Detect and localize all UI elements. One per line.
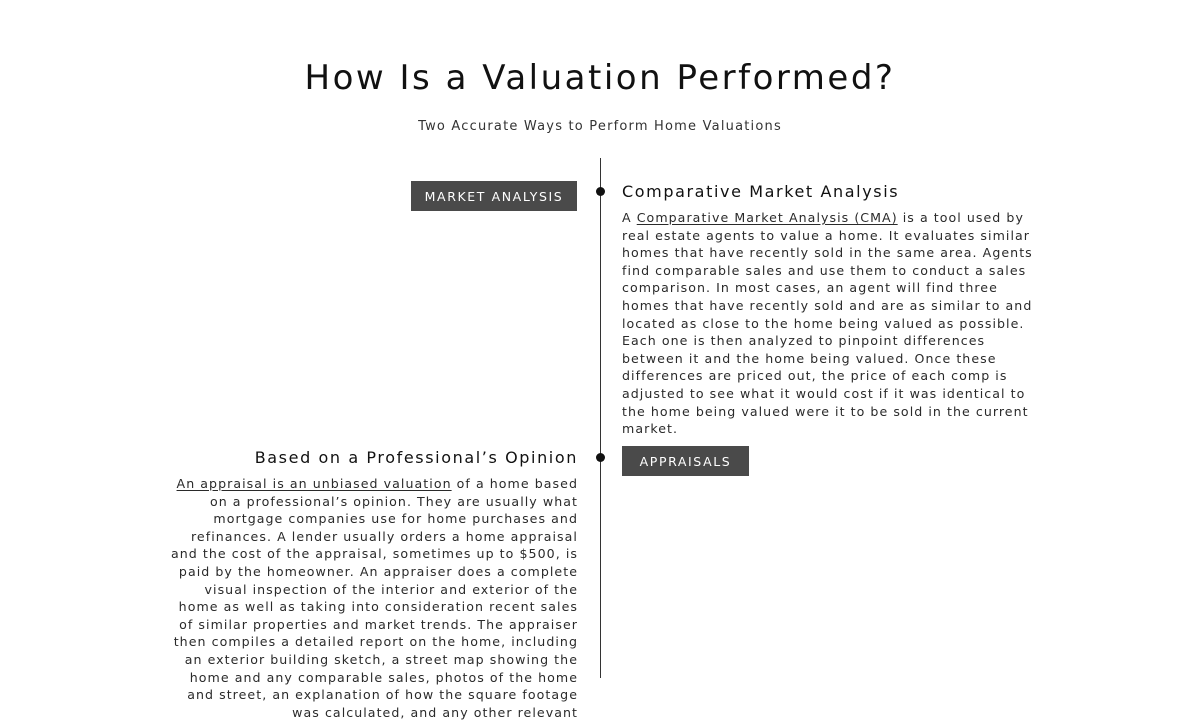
page-subtitle: Two Accurate Ways to Perform Home Valuations: [418, 119, 782, 134]
market-analysis-tag-label: MARKET ANALYSIS: [424, 188, 564, 204]
market-analysis-tag[interactable]: [411, 181, 577, 211]
appraisal-body: [160, 475, 578, 721]
market-body-text: is a tool used by real estate agents to value a home. It evaluates similar homes that have recently sold in the same area. Agents find comparable sales and use them to conduct a sales comparison. In most cases, an agent will find three homes that have recently sold and are as similar to and located as close to the home being valued as possible. Each one is then analyzed to pinpoint differences between it and the home being valued. Once these differences are priced out, the price of each comp is adjusted to see what it would cost if it was identical to the home being valued were it to be sold in the current market.: [622, 210, 1033, 437]
appraisal-body-text: of a home based on a professional’s opinion. They are usually what mortgage companies use for home purchases and refinances. A lender usually orders a home appraisal and the cost of the appraisal, sometimes up to $500, is paid by the homeowner. An appraiser does a complete visual inspection of the interior and exterior of the home as well as taking into consideration recent sales of similar properties and market trends. The appraiser then compiles a detailed report on the home, including an exterior building sketch, a street map showing the home and any comparable sales, photos of the home and street, an explanation of how the square footage was calculated, and any other relevant: [171, 476, 578, 720]
cma-link[interactable]: Comparative Market Analysis (CMA): [636, 210, 898, 225]
appraisal-link[interactable]: An appraisal is an unbiased valuation: [176, 476, 452, 491]
market-body: [622, 209, 1042, 438]
appraisals-tag[interactable]: [622, 446, 749, 476]
timeline-dot-appraisal: [596, 453, 605, 462]
page-title: How Is a Valuation Performed?: [304, 58, 896, 98]
timeline-dot-market: [596, 187, 605, 196]
market-body-intro: A: [622, 210, 637, 225]
market-heading: Comparative Market Analysis: [622, 182, 900, 201]
timeline-line: [600, 158, 602, 678]
appraisals-tag-label: APPRAISALS: [639, 453, 732, 469]
appraisal-heading: Based on a Professional’s Opinion: [254, 448, 578, 467]
